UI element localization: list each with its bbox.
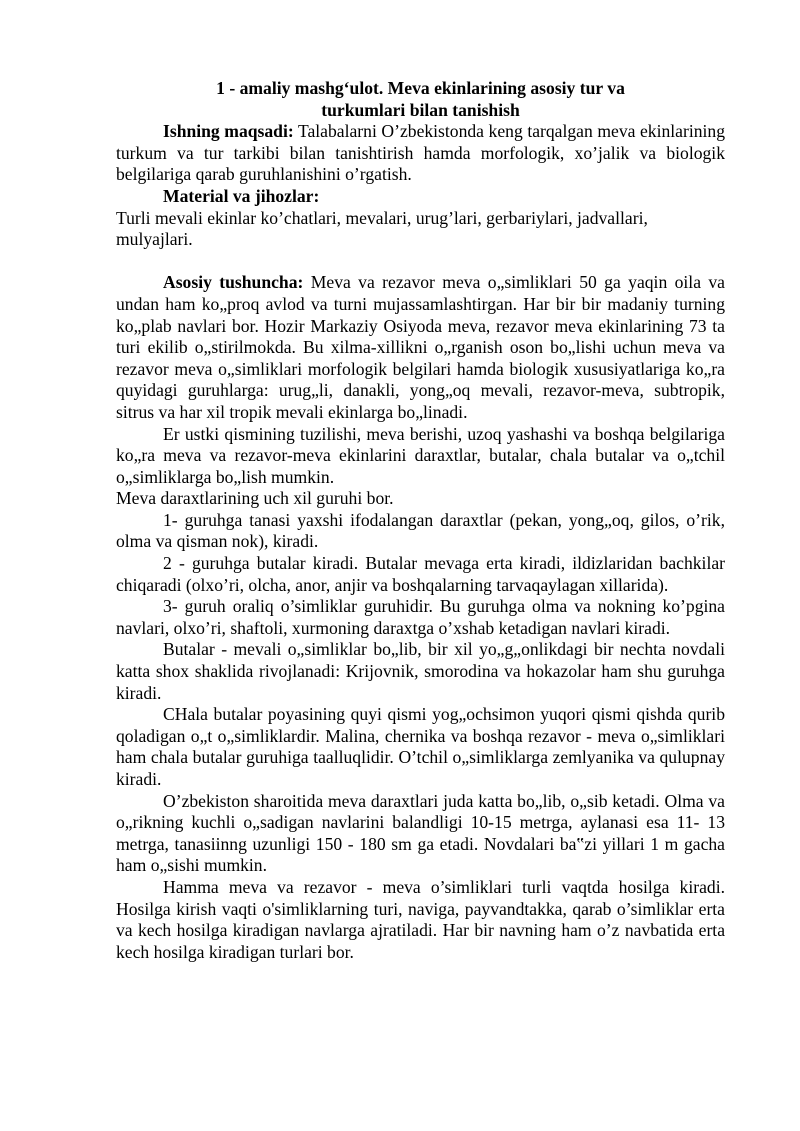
concept-paragraph — [116, 272, 725, 423]
paragraph-half-shrubs: CHala butalar poyasining quyi qismi yog„ochsimon yuqori qismi qishda qurib qoladigan o„t o„simliklardir. Malina, chernika va boshqa rezavor - meva o„simliklari ham chala butalar guruhiga taalluqlidir. O’tchil o„simliklarga zemlyanika va qulupnay kiradi. — [116, 704, 725, 789]
paragraph-shrubs: Butalar - mevali o„simliklar bo„lib, bir xil yo„g„onlikdagi bir nechta novdali katta shox shaklida rivojlanadi: Krijovnik, smorodina va hokazolar ham shu guruhga kiradi. — [116, 639, 725, 703]
goal-text: Talabalarni O’zbekistonda keng tarqalgan meva ekinlarining turkum va tur tarkibi bilan tanishtirish hamda morfologik, xo’jalik va biologik belgilariga qarab guruhlanishini o’rgatish. — [116, 121, 726, 185]
blank-line — [116, 251, 725, 273]
paragraph-group-3: 3- guruh oraliq o’simliklar guruhidir. Bu guruhga olma va nokning ko’pgina navlari, olxo’ri, shaftoli, xurmoning daraxtga o’xshab ketadigan navlari kiradi. — [116, 596, 725, 638]
materials-line-2: mulyajlari. — [116, 229, 193, 250]
paragraph-group-1: 1- guruhga tanasi yaxshi ifodalangan daraxtlar (pekan, yong„oq, gilos, o’rik, olma va qisman nok), kiradi. — [116, 509, 725, 552]
paragraph-structure: Er ustki qismining tuzilishi, meva berishi, uzoq yashashi va boshqa belgilariga ko„ra meva va rezavor-meva ekinlarini daraxtlar, butalar, chala butalar va o„tchil o„simliklarga bo„lish mumkin. — [116, 423, 725, 487]
document-page — [116, 78, 725, 963]
page-title — [116, 78, 725, 121]
paragraph-groups-intro: Meva daraxtlarining uch xil guruhi bor. — [116, 488, 394, 509]
goal-paragraph — [116, 121, 725, 186]
paragraph-harvest: Hamma meva va rezavor - meva o’simliklari turli vaqtda hosilga kiradi. Hosilga kirish vaqti o'simliklarning turi, naviga, payvandtakka, qarab o’simliklar erta va kech hosilga kiradigan navlarga ajratiladi. Har bir navning ham o’z navbatida erta kech hosilga kiradigan turlari bor. — [116, 876, 725, 962]
paragraph-uzbekistan: O’zbekiston sharoitida meva daraxtlari juda katta bo„lib, o„sib ketadi. Olma va o„rikning kuchli o„sadigan navlarini balandligi 10-15 metrga, aylanasi esa 11- 13 metrga, tanasiinng uzunligi 150 - 180 sm ga etadi. Novdalari ba‟zi yillari 1 m gacha ham o„sishi mumkin. — [116, 790, 725, 876]
paragraph-group-2: 2 - guruhga butalar kiradi. Butalar mevaga erta kiradi, ildizlaridan bachkilar chiqaradi (olxo’ri, olcha, anor, anjir va boshqalarning tarvaqaylagan xillarida). — [116, 553, 725, 595]
title-line-1: 1 - amaliy mashg‘ulot. Meva ekinlarining asosiy tur va — [216, 78, 625, 98]
materials-line-1: Turli mevali ekinlar ko’chatlari, mevalari, urug’lari, gerbariylari, jadvallari, — [116, 207, 648, 228]
materials-heading — [116, 186, 725, 208]
concept-label: Asosiy tushuncha: — [163, 272, 304, 293]
goal-label: Ishning maqsadi: — [163, 121, 294, 142]
concept-text: Meva va rezavor meva o„simliklari 50 ga yaqin oila va undan ham ko„proq avlod va turni mujassamlashtirgan. Har bir bir madaniy turning ko„plab navlari bor. Hozir Markaziy Osiyoda meva, rezavor meva ekinlarining 73 ta turi ekilib o„stirilmokda. Bu xilma-xillikni o„rganish oson bo„lishi uchun meva va rezavor meva o„simliklari morfologik belgilari hamda biologik xususiyatlariga ko„ra quyidagi guruhlarga: urug„li, danakli, yong„oq mevali, rezavor-meva, subtropik, sitrus va har xil tropik mevali ekinlarga bo„linadi. — [116, 272, 725, 422]
title-line-2: turkumlari bilan tanishish — [321, 99, 520, 120]
materials-label: Material va jihozlar: — [163, 185, 320, 206]
